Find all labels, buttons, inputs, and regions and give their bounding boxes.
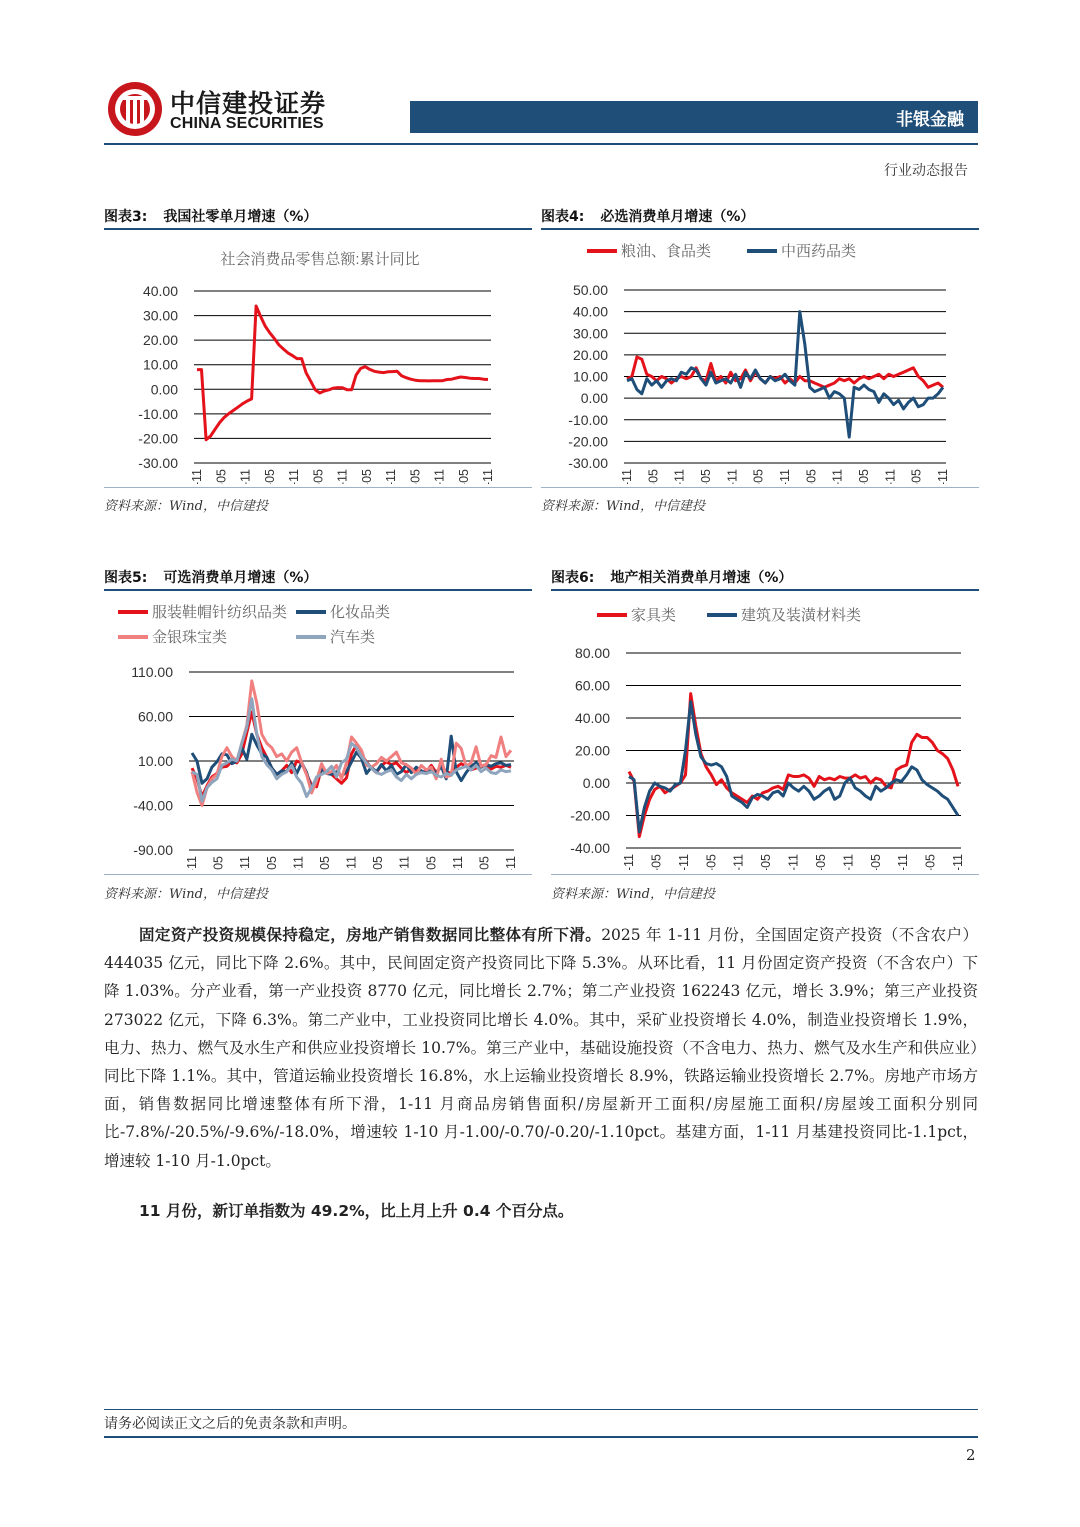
legend-label: 金银珠宝类 (152, 629, 228, 646)
x-tick-label (457, 469, 471, 484)
series-line-2 (629, 702, 958, 832)
chart-svg (541, 234, 979, 484)
figure-caption: 我国社零单月增速（%） (163, 209, 318, 225)
x-tick-label (311, 469, 325, 484)
x-tick-label (481, 469, 495, 484)
y-tick-label: 0.00 (580, 390, 608, 407)
x-tick-label (649, 854, 663, 870)
chart-staples (541, 234, 979, 484)
y-tick-label: 10.00 (572, 368, 608, 385)
x-tick-label (787, 854, 801, 870)
chart-property-related (551, 595, 979, 870)
y-tick-label: 80.00 (574, 645, 610, 661)
x-tick-label (646, 469, 660, 484)
y-tick-label: 40.00 (572, 303, 608, 320)
figure-number: 图表5: (104, 570, 148, 586)
x-tick-label (185, 856, 199, 870)
y-tick-label: -30.00 (138, 455, 178, 471)
x-tick-label (857, 469, 871, 484)
y-tick-label: -10.00 (138, 405, 178, 422)
x-tick-label (677, 854, 691, 870)
figure-6-bottom-rule (551, 874, 979, 875)
chart-svg (551, 595, 979, 870)
paragraph-lead: 固定资产投资规模保持稳定，房地产销售数据同比整体有所下滑。 (139, 926, 602, 944)
legend-label: 建筑及装潢材料类 (741, 607, 862, 624)
figure-5-rule (104, 589, 532, 591)
figure-6-source: 资料来源：Wind，中信建投 (551, 887, 715, 902)
figure-6-title (551, 567, 792, 587)
legend-label: 化妆品类 (330, 604, 391, 621)
y-tick-label: -30.00 (568, 455, 608, 471)
chart-retail-sales (104, 234, 532, 484)
figure-5-title (104, 567, 317, 587)
series-line-4 (192, 699, 511, 801)
y-tick-label: 40.00 (142, 283, 178, 299)
figure-caption: 可选消费单月增速（%） (163, 570, 318, 586)
brand-name-cn: 中信建投证券 (170, 89, 327, 118)
citic-logo-icon (106, 80, 164, 138)
x-tick-label (804, 469, 818, 484)
footer-rule-bottom (104, 1436, 978, 1438)
figure-3-title (104, 206, 317, 226)
figure-number: 图表4: (541, 209, 585, 225)
x-tick-label (778, 469, 792, 484)
y-tick-label: -10.00 (568, 411, 608, 428)
x-tick-label (318, 856, 332, 870)
x-tick-label (841, 854, 855, 870)
y-tick-label: 20.00 (572, 346, 608, 363)
x-tick-label (896, 854, 910, 870)
series-line-1 (197, 306, 488, 440)
x-tick-label (951, 854, 965, 870)
legend-label: 粮油、食品类 (621, 243, 712, 260)
footer-rule-top (104, 1409, 978, 1410)
figure-4-title (541, 206, 754, 226)
x-tick-label (336, 469, 350, 484)
figure-3-bottom-rule (104, 487, 532, 488)
figure-number: 图表6: (551, 570, 595, 586)
series-line-1 (627, 357, 943, 387)
chart-title: 社会消费品零售总额:累计同比 (220, 251, 420, 268)
x-tick-label (504, 856, 518, 870)
legend-label: 家具类 (631, 607, 677, 624)
y-tick-label: -20.00 (570, 807, 610, 824)
x-tick-label (924, 854, 938, 870)
section-label: 非银金融 (896, 109, 964, 130)
x-tick-label (398, 856, 412, 870)
disclaimer-note: 请务必阅读正文之后的免责条款和声明。 (104, 1416, 356, 1432)
paragraph-text: 2025 年 1-11 月份，全国固定资产投资（不含农户）444035 亿元，同比下降 2.6%。其中，民间固定资产投资同比下降 5.3%。从环比看，11 月份固定资产投资（不含农户）下降 1.03%。分产业看，第一产业投资 8770 亿元，同比增长 2.7%；第二产业投资 162243 亿元，增长 3.9%；第三产业投资 273022 亿元，下降 6.3%。第二产业中，工业投资同比增长 4.0%。其中，采矿业投资增长 4.0%，制造业投资增长 1.9%，电力、热力、燃气及水生产和供应业投资增长 10.7%。第三产业中，基础设施投资（不含电力、热力、燃气及水生产和供应业）同比下降 1.1%。其中，管道运输业投资增长 16.8%，水上运输业投资增长 8.9%，铁路运输业投资增长 2.7%。房地产市场方面，销售数据同比增速整体有所下滑，1-11 月商品房销售面积/房屋新开工面积/房屋施工面积/房屋竣工面积分别同比-7.8%/-20.5%/-9.6%/-18.0%，增速较 1-10 月-1.00/-0.70/-0.20/-1.10pct。基建方面，1-11 月基建投资同比-1.1pct，增速较 1-10 月-1.0pct。 (104, 926, 978, 1170)
company-logo (106, 80, 164, 138)
y-tick-label: 40.00 (574, 710, 610, 726)
brand-name-en: CHINA SECURITIES (170, 115, 324, 132)
x-tick-label (831, 469, 845, 484)
x-tick-label (759, 854, 773, 870)
y-tick-label: 20.00 (574, 742, 610, 759)
page-number: 2 (966, 1446, 976, 1464)
y-tick-label: 60.00 (137, 708, 173, 725)
y-tick-label: 20.00 (142, 332, 178, 349)
x-tick-label (883, 469, 897, 484)
x-tick-label (190, 469, 204, 484)
x-tick-label (433, 469, 447, 484)
legend-label: 中西药品类 (781, 243, 857, 260)
x-tick-label (814, 854, 828, 870)
x-tick-label (287, 469, 301, 484)
x-tick-label (699, 469, 713, 484)
x-tick-label (291, 856, 305, 870)
x-tick-label (238, 856, 252, 870)
y-tick-label: -20.00 (138, 430, 178, 447)
figure-5-source: 资料来源：Wind，中信建投 (104, 887, 268, 902)
x-tick-label (265, 856, 279, 870)
figure-3-rule (104, 228, 532, 230)
x-tick-label (451, 856, 465, 870)
chart-svg (104, 595, 532, 870)
figure-6-rule (551, 589, 979, 591)
x-tick-label (732, 854, 746, 870)
y-tick-label: 10.00 (137, 753, 173, 769)
x-tick-label (869, 854, 883, 870)
figure-caption: 必选消费单月增速（%） (600, 209, 755, 225)
body-paragraph-1 (104, 921, 978, 1175)
x-tick-label (263, 469, 277, 484)
x-tick-label (704, 854, 718, 870)
chart-discretionary (104, 595, 532, 870)
y-tick-label: 60.00 (574, 677, 610, 694)
x-tick-label (239, 469, 253, 484)
legend-label: 汽车类 (330, 629, 376, 646)
x-tick-label (620, 469, 634, 484)
y-tick-label: 110.00 (131, 664, 173, 680)
x-tick-label (477, 856, 491, 870)
x-tick-label (212, 856, 226, 870)
x-tick-label (384, 469, 398, 484)
y-tick-label: 30.00 (572, 325, 608, 342)
x-tick-label (345, 856, 359, 870)
x-tick-label (910, 469, 924, 484)
x-tick-label (752, 469, 766, 484)
legend-label: 服装鞋帽针纺织品类 (152, 604, 288, 621)
section-banner (410, 101, 978, 133)
figure-4-bottom-rule (541, 487, 979, 488)
x-tick-label (622, 854, 636, 870)
figure-4-rule (541, 228, 979, 230)
x-tick-label (214, 469, 228, 484)
y-tick-label: 50.00 (572, 282, 608, 298)
x-tick-label (424, 856, 438, 870)
x-tick-label (936, 469, 950, 484)
y-tick-label: -40.00 (133, 797, 173, 814)
figure-5-bottom-rule (104, 874, 532, 875)
figure-4-source: 资料来源：Wind，中信建投 (541, 499, 705, 514)
figure-caption: 地产相关消费单月增速（%） (610, 570, 793, 586)
y-tick-label: -20.00 (568, 433, 608, 450)
x-tick-label (360, 469, 374, 484)
x-tick-label (725, 469, 739, 484)
y-tick-label: -40.00 (570, 840, 610, 856)
chart-svg (104, 234, 532, 484)
figure-number: 图表3: (104, 209, 148, 225)
body-paragraph-2 (104, 1197, 978, 1225)
y-tick-label: 0.00 (150, 381, 178, 398)
paragraph-lead: 11 月份，新订单指数为 49.2%，比上月上升 0.4 个百分点。 (139, 1202, 574, 1220)
header-rule (104, 143, 978, 145)
y-tick-label: 30.00 (142, 307, 178, 324)
report-type: 行业动态报告 (884, 163, 968, 179)
x-tick-label (371, 856, 385, 870)
x-tick-label (408, 469, 422, 484)
figure-3-source: 资料来源：Wind，中信建投 (104, 499, 268, 514)
y-tick-label: 0.00 (582, 775, 610, 791)
y-tick-label: 10.00 (142, 356, 178, 373)
x-tick-label (673, 469, 687, 484)
y-tick-label: -90.00 (133, 842, 173, 858)
